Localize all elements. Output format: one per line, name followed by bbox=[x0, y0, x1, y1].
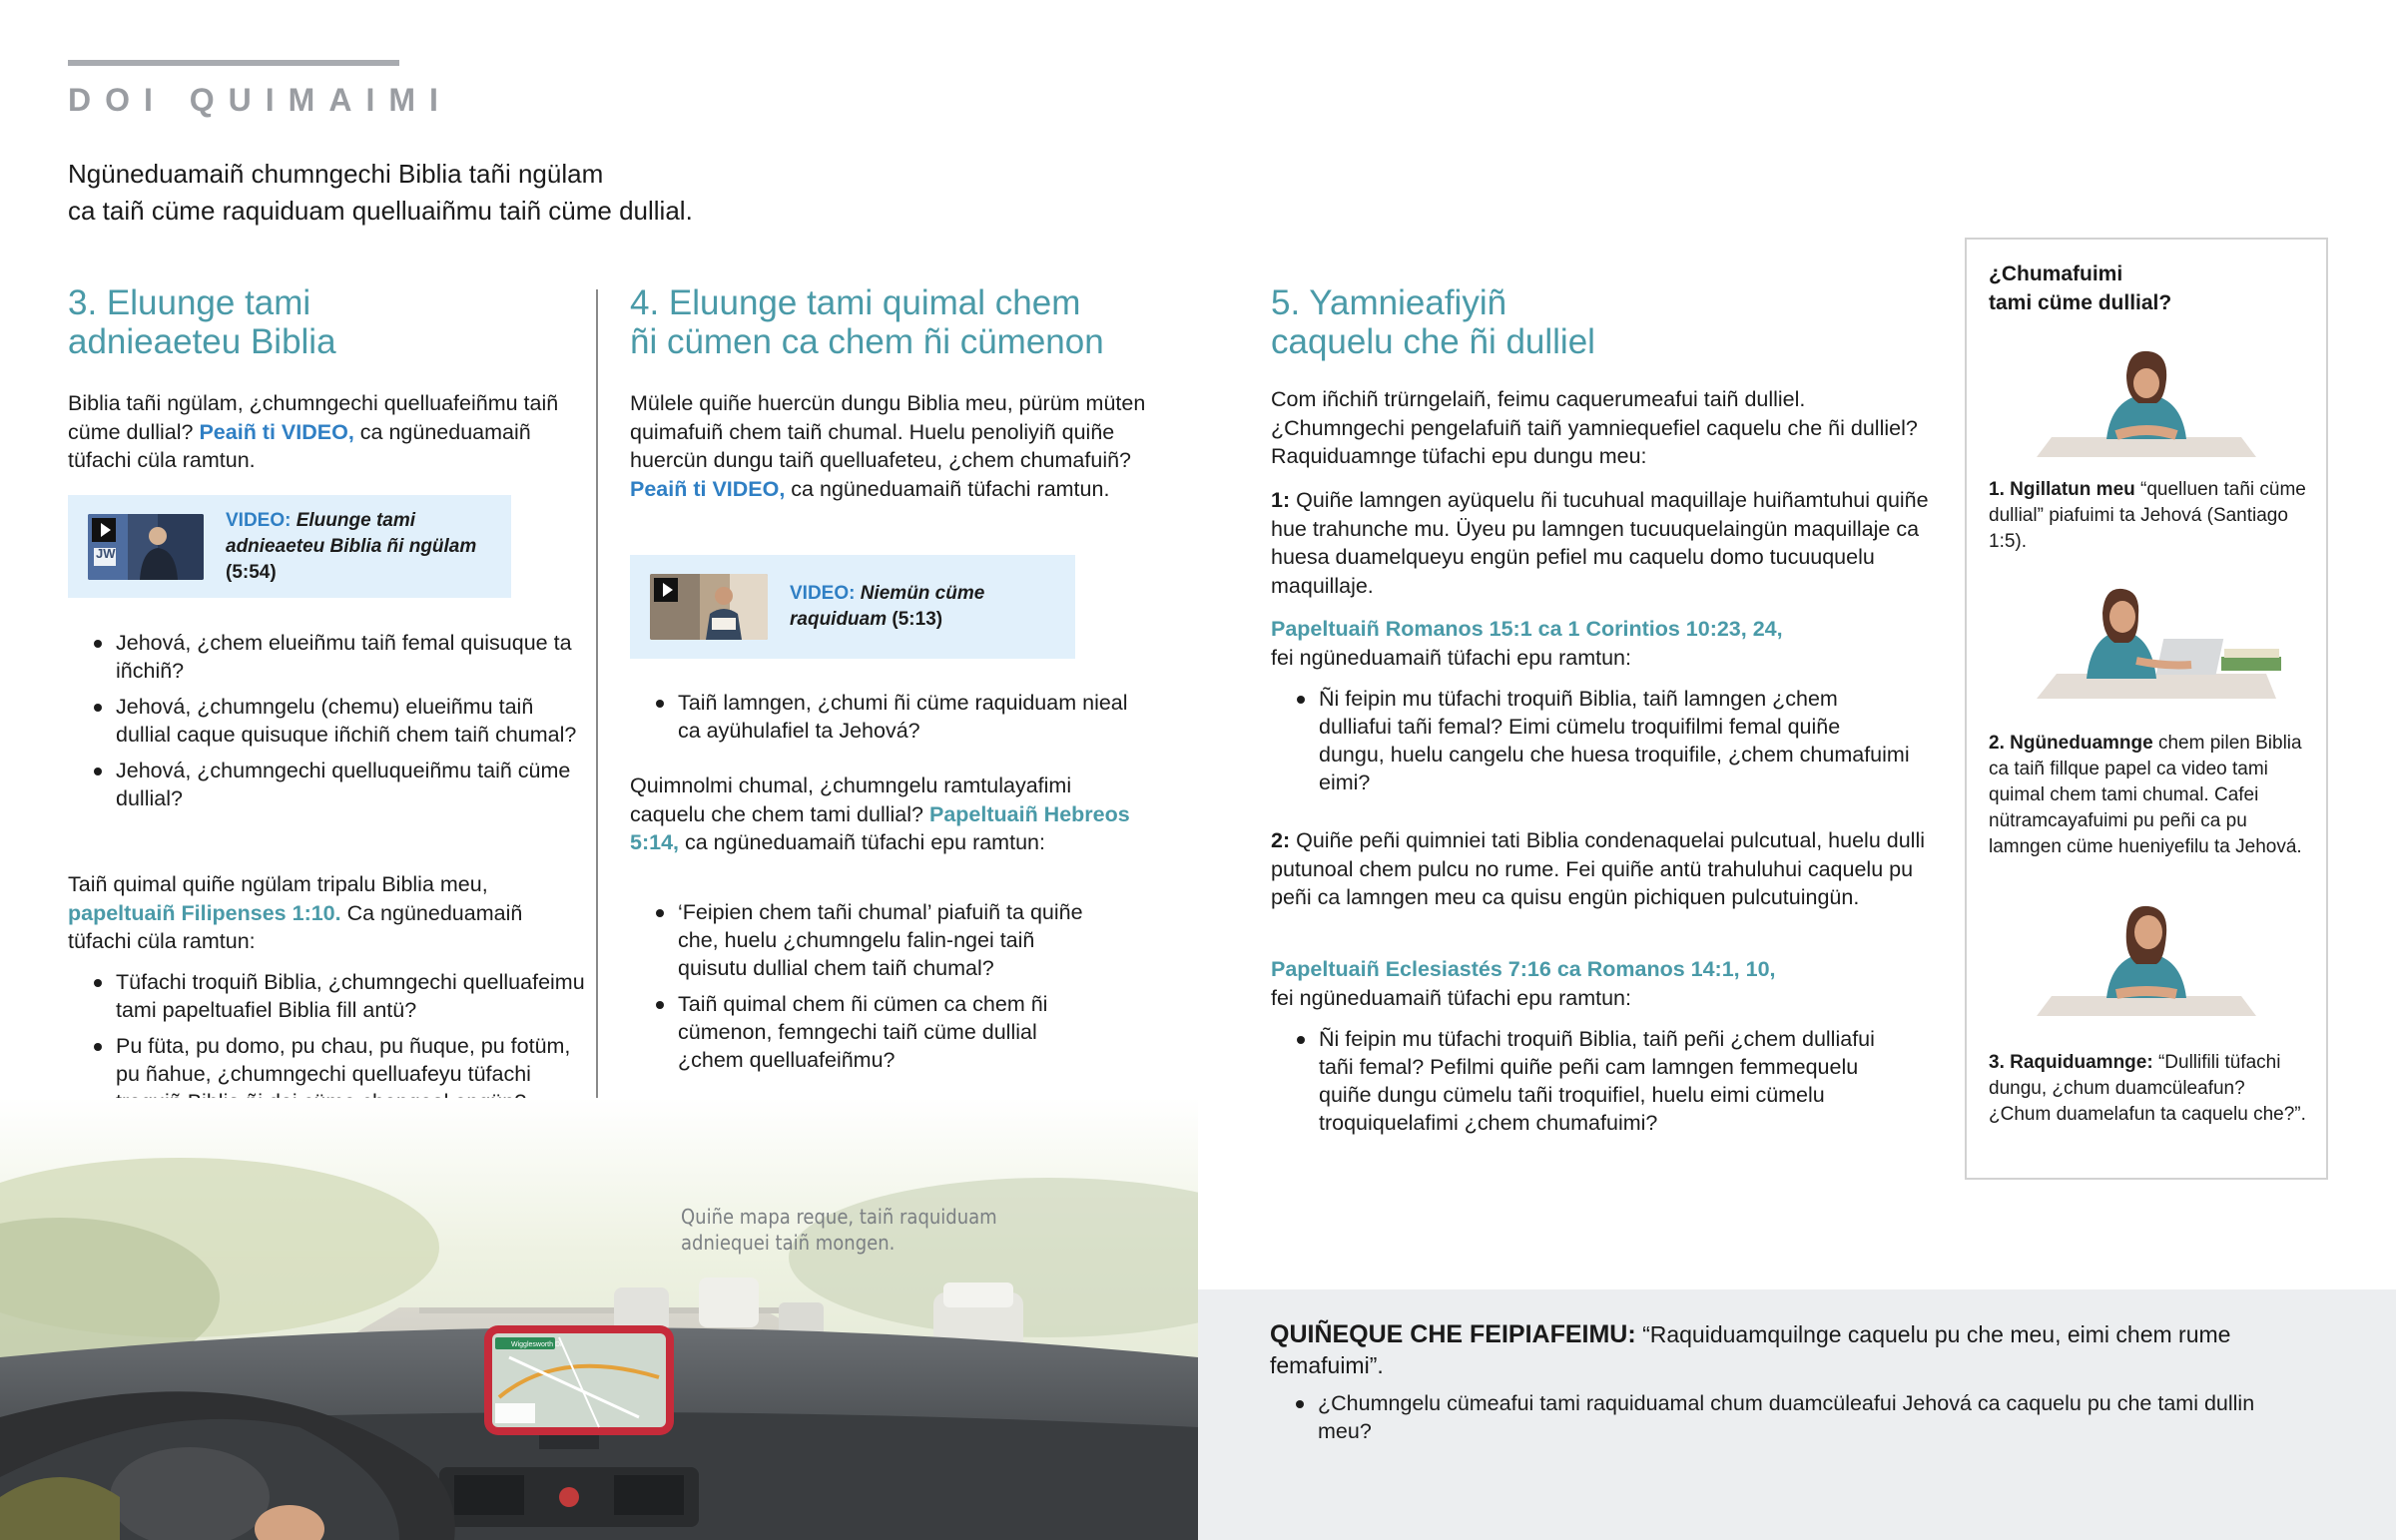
col3-case-2: 2: Quiñe peñi quimniei tati Biblia condenaquelai pulcutual, huelu dulli putunoal chem pulcu no rume. Fei quiñe antü trahuluhui caquelu pu peñi ca lamngen meu ca quisu engün pichiquen pulcutuingün. bbox=[1271, 828, 1926, 909]
col3-scripture-link-1[interactable]: Papeltuaiñ Romanos 15:1 ca 1 Corintios 10:23, 24, bbox=[1271, 617, 1783, 641]
col1-heading: 3. Eluunge tami adnieaeteu Biblia bbox=[68, 283, 336, 361]
section-title: DOI QUIMAIMI bbox=[68, 82, 452, 118]
list-item: Jehová, ¿chem elueiñmu taiñ femal quisuque ta iñchiñ? bbox=[68, 629, 587, 685]
col1-video-link[interactable]: Peaiñ ti VIDEO, bbox=[199, 419, 354, 444]
col2-bullets-a bbox=[630, 689, 1149, 753]
col2-paragraph-1: Mülele quiñe huercün dungu Biblia meu, pürüm müten quimafuiñ chem taiñ chumal. Huelu penoliyiñ quiñe huercün dungu taiñ quelluafeteu, ¿chem chumafuiñ? Peaiñ ti VIDEO, ca ngüneduamaiñ tüfachi ramtun. bbox=[630, 391, 1146, 501]
intro-text bbox=[68, 156, 966, 230]
sidebar-step-3: 3. Raquiduamnge: “Dullifili tüfachi dungu, ¿chum duamcüleafun? ¿Chum duamelafun ta caquelu che?”. bbox=[1989, 1052, 2306, 1125]
video-thumbnail[interactable] bbox=[88, 514, 204, 580]
others-say-panel bbox=[1198, 1289, 2396, 1540]
woman-thinking-illustration bbox=[2017, 898, 2276, 1023]
col1-scripture-link[interactable]: papeltuaiñ Filipenses 1:10. bbox=[68, 900, 341, 925]
others-say-heading: QUIÑEQUE CHE FEIPIAFEIMU: “Raquiduamquilnge caquelu pu che meu, eimi chem rume femafuimi”. bbox=[1270, 1320, 2231, 1378]
sidebar-title: ¿Chumafuimi tami cüme dullial? bbox=[1989, 262, 2172, 314]
col1-video-caption[interactable]: VIDEO: Eluunge tami adnieaeteu Biblia ñi ngülam (5:54) bbox=[226, 509, 477, 583]
col2-heading: 4. Eluunge tami quimal chem ñi cümen ca chem ñi cümenon bbox=[630, 283, 1104, 361]
col2-video-caption[interactable]: VIDEO: Niemün cüme raquiduam (5:13) bbox=[790, 583, 985, 630]
section-top-rule bbox=[68, 60, 399, 66]
col2-scripture-link[interactable]: Papeltuaiñ Hebreos 5:14, bbox=[630, 801, 1130, 854]
col3-intro: Com iñchiñ trürngelaiñ, feimu caquerumeafui taiñ dulliel. ¿Chumngechi pengelafuiñ taiñ yamniequefiel caquelu che ñi dulliel? Raquiduamnge tüfachi epu dungu meu: bbox=[1271, 387, 1918, 468]
jw-logo: JW bbox=[96, 545, 116, 561]
col3-bullets-2 bbox=[1271, 1025, 1910, 1145]
woman-studying-illustration bbox=[2017, 579, 2306, 709]
others-say-bullets bbox=[1270, 1389, 2268, 1445]
list-item: Tüfachi troquiñ Biblia, ¿chumngechi quelluafeimu tami papeltuafiel Biblia fill antü? bbox=[68, 968, 587, 1024]
col2-video-link[interactable]: Peaiñ ti VIDEO, bbox=[630, 476, 786, 501]
list-item: Taiñ quimal chem ñi cümen ca chem ñi cümenon, femngechi taiñ cüme dullial ¿chem quelluafeiñmu? bbox=[630, 990, 1089, 1074]
col3-bullets-1 bbox=[1271, 685, 1910, 804]
list-item: Taiñ lamngen, ¿chumi ñi cüme raquiduam nieal ca ayühulafiel ta Jehová? bbox=[630, 689, 1149, 745]
col3-heading: 5. Yamnieafiyiñ caquelu che ñi dulliel bbox=[1271, 283, 1595, 361]
illustration-caption: Quiñe mapa reque, taiñ raquiduam adniequei taiñ mongen. bbox=[681, 1205, 997, 1255]
col2-video-card[interactable] bbox=[630, 555, 1075, 659]
col1-video-card[interactable] bbox=[68, 495, 511, 598]
video-thumbnail[interactable] bbox=[650, 574, 768, 640]
woman-praying-illustration bbox=[2017, 339, 2276, 464]
car-scene-image bbox=[0, 1098, 1198, 1540]
list-item: Pu füta, pu domo, pu chau, pu ñuque, pu fotüm, pu ñahue, ¿chumngechi quelluafeyu tüfachi bbox=[68, 1032, 587, 1116]
play-icon[interactable] bbox=[654, 578, 678, 602]
intro-line-1: Ngüneduamaiñ chumngechi Biblia tañi ngülam bbox=[68, 159, 604, 189]
play-icon[interactable] bbox=[92, 518, 116, 542]
list-item: Jehová, ¿chumngelu (chemu) elueiñmu taiñ dullial caque quisuque iñchiñ chem taiñ chumal? bbox=[68, 693, 587, 749]
decision-steps-sidebar bbox=[1965, 238, 2328, 1180]
col1-paragraph-2: Taiñ quimal quiñe ngülam tripalu Biblia meu, papeltuaiñ Filipenses 1:10. Ca ngüneduamaiñ tüfachi cüla ramtun: bbox=[68, 872, 523, 953]
sidebar-step-2: 2. Ngüneduamnge chem pilen Biblia ca taiñ fillque papel ca video tami quimal chem tami chumal. Cafei nütramcayafuimi pu peñi ca pu lamngen cüme hueniyefilu ta Jehová. bbox=[1989, 733, 2302, 857]
col3-scripture-link-2[interactable]: Papeltuaiñ Eclesiastés 7:16 ca Romanos 14:1, 10, bbox=[1271, 957, 1776, 981]
list-item: Ñi feipin mu tüfachi troquiñ Biblia, taiñ lamngen ¿chem dulliafui tañi femal? Eimi cümelu troquifilmi femal quiñe dungu, huelu cangelu che huesa troquifile, ¿chem chumafuimi eimi? bbox=[1271, 685, 1910, 796]
col1-paragraph-1: Biblia tañi ngülam, ¿chumngechi quelluafeiñmu taiñ cüme dullial? Peaiñ ti VIDEO, ca ngüneduamaiñ tüfachi cüla ramtun. bbox=[68, 391, 559, 472]
sidebar-step-1: 1. Ngillatun meu “quelluen tañi cüme dullial” piafuimi ta Jehová (Santiago 1:5). bbox=[1989, 479, 2306, 552]
column-divider bbox=[596, 289, 598, 1213]
car-dashboard-illustration bbox=[0, 1098, 1198, 1540]
list-item: ¿Chumngelu cümeafui tami raquiduamal chum duamcüleafui Jehová ca caquelu pu che tami dullin meu? bbox=[1270, 1389, 2268, 1445]
list-item: ‘Feipien chem tañi chumal’ piafuiñ ta quiñe che, huelu ¿chumngelu falin-ngei taiñ quisutu dullial chem taiñ chumal? bbox=[630, 898, 1089, 982]
intro-line-2: ca taiñ cüme raquiduam quelluaiñmu taiñ cüme dullial. bbox=[68, 196, 693, 226]
phone-street-label: Wigglesworth Dr bbox=[511, 1341, 563, 1348]
col1-bullets-a bbox=[68, 629, 587, 820]
list-item: Jehová, ¿chumngechi quelluqueiñmu taiñ cüme dullial? bbox=[68, 757, 587, 812]
list-item: Ñi feipin mu tüfachi troquiñ Biblia, taiñ peñi ¿chem dulliafui tañi femal? Pefilmi quiñe peñi cam lamngen femmequelu quiñe dungu cümelu tañi troquifiel, huelu eimi cümelu troquiquelafimi ¿chem chumafuimi? bbox=[1271, 1025, 1910, 1137]
col3-reference-2: Papeltuaiñ Eclesiastés 7:16 ca Romanos 14:1, 10, fei ngüneduamaiñ tüfachi epu ramtun: bbox=[1271, 957, 1776, 1010]
col2-bullets-b bbox=[630, 898, 1089, 1082]
col2-paragraph-2: Quimnolmi chumal, ¿chumngelu ramtulayafimi caquelu che chem tami dullial? Papeltuaiñ Hebreos 5:14, ca ngüneduamaiñ tüfachi epu ramtun: bbox=[630, 773, 1130, 854]
col3-reference-1: Papeltuaiñ Romanos 15:1 ca 1 Corintios 10:23, 24, fei ngüneduamaiñ tüfachi epu ramtun: bbox=[1271, 617, 1783, 670]
col3-case-1: 1: Quiñe lamngen ayüquelu ñi tucuhual maquillaje huiñamtuhui quiñe hue trahunche mu. Üyeu pu lamngen tucuuquelaingün maquillaje ca huesa duamelqueyu engün pefiel mu caquelu domo tucuuquelu maquillaje. bbox=[1271, 488, 1929, 598]
